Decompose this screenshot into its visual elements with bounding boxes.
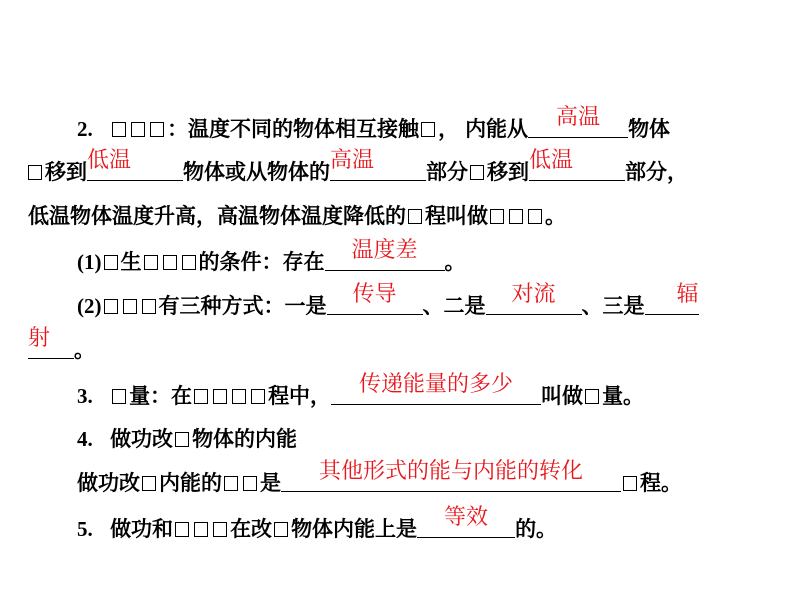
item2-text: 内能从 bbox=[465, 117, 529, 141]
missing-char-box bbox=[131, 122, 145, 137]
answer-text: 传递能量的多少 bbox=[359, 372, 514, 397]
item2-line2: 移到 低温 物体或从物体的 高温 部分 移到 低温 部分， bbox=[28, 156, 688, 186]
missing-char-box bbox=[224, 476, 238, 491]
blank-answer-8b bbox=[28, 326, 74, 359]
blank-answer-6 bbox=[327, 282, 423, 315]
item3-line: 3. 量：在 程中， 传递能量的多少 叫做 量。 bbox=[77, 372, 645, 408]
missing-char-box bbox=[175, 522, 189, 537]
answer-text: 对流 bbox=[511, 282, 556, 307]
missing-char-box bbox=[274, 522, 288, 537]
answer-text: 低温 bbox=[87, 148, 132, 173]
blank-answer-1 bbox=[528, 105, 628, 138]
item-number: 2. bbox=[77, 117, 93, 141]
sub2-continuation: 射 。 bbox=[28, 326, 95, 362]
answer-text: 温度差 bbox=[351, 238, 418, 263]
answer-text: 辐 bbox=[676, 282, 699, 307]
sub2-line: (2) 有三种方式：一是 传导 、二是 对流 、三是 辐 bbox=[77, 282, 699, 318]
answer-text: 高温 bbox=[330, 148, 375, 173]
missing-char-box bbox=[408, 209, 422, 224]
blank-answer-4 bbox=[529, 148, 625, 181]
missing-char-box bbox=[142, 476, 156, 491]
item2-definition: ：温度不同的物体相互接触 bbox=[167, 117, 420, 141]
missing-char-box bbox=[232, 389, 246, 404]
missing-char-box bbox=[213, 522, 227, 537]
sub1-line: (1) 生 的条件：存在 温度差 。 bbox=[77, 238, 466, 274]
missing-char-box bbox=[182, 255, 196, 270]
missing-char-box bbox=[163, 255, 177, 270]
missing-char-box bbox=[194, 522, 208, 537]
blank-answer-3 bbox=[330, 148, 426, 181]
blank-answer-5 bbox=[325, 238, 445, 271]
missing-char-box bbox=[28, 165, 42, 180]
missing-char-box bbox=[175, 432, 189, 447]
blank-answer-2 bbox=[87, 148, 183, 181]
blank-answer-7 bbox=[486, 282, 582, 315]
missing-char-box bbox=[251, 389, 265, 404]
missing-char-box bbox=[123, 299, 137, 314]
missing-char-box bbox=[213, 389, 227, 404]
missing-char-box bbox=[144, 255, 158, 270]
missing-char-box bbox=[112, 389, 126, 404]
item4-heading: 4. 做功改 物体的内能 bbox=[77, 427, 298, 451]
blank-answer-8a bbox=[645, 282, 699, 315]
missing-char-box bbox=[112, 122, 126, 137]
item2-line3: 低温物体温度升高，高温物体温度降低的 程叫做 。 bbox=[28, 204, 566, 228]
missing-char-box bbox=[104, 299, 118, 314]
answer-text: 传导 bbox=[352, 282, 397, 307]
answer-text: 等效 bbox=[444, 505, 489, 530]
missing-char-box bbox=[490, 209, 504, 224]
answer-text: 其他形式的能与内能的转化 bbox=[318, 459, 583, 484]
blank-answer-11 bbox=[417, 505, 515, 538]
missing-char-box bbox=[509, 209, 523, 224]
item5-line: 5. 做功和 在改 物体内能上是 等效 的。 bbox=[77, 505, 558, 541]
item4-body: 做功改 内能的 是 其他形式的能与内能的转化 程。 bbox=[77, 459, 682, 495]
missing-char-box bbox=[585, 389, 599, 404]
missing-char-box bbox=[623, 476, 637, 491]
answer-text: 高温 bbox=[556, 105, 601, 130]
missing-char-box bbox=[104, 255, 118, 270]
answer-text: 射 bbox=[28, 326, 51, 351]
blank-answer-9 bbox=[331, 372, 541, 405]
missing-char-box bbox=[421, 122, 435, 137]
missing-char-box bbox=[194, 389, 208, 404]
missing-char-box bbox=[142, 299, 156, 314]
missing-char-box bbox=[150, 122, 164, 137]
item2-line1: 2. ：温度不同的物体相互接触 ， 内能从 高温 物体 bbox=[77, 105, 671, 141]
missing-char-box bbox=[470, 165, 484, 180]
missing-char-box bbox=[528, 209, 542, 224]
missing-char-box bbox=[243, 476, 257, 491]
answer-text: 低温 bbox=[529, 148, 574, 173]
